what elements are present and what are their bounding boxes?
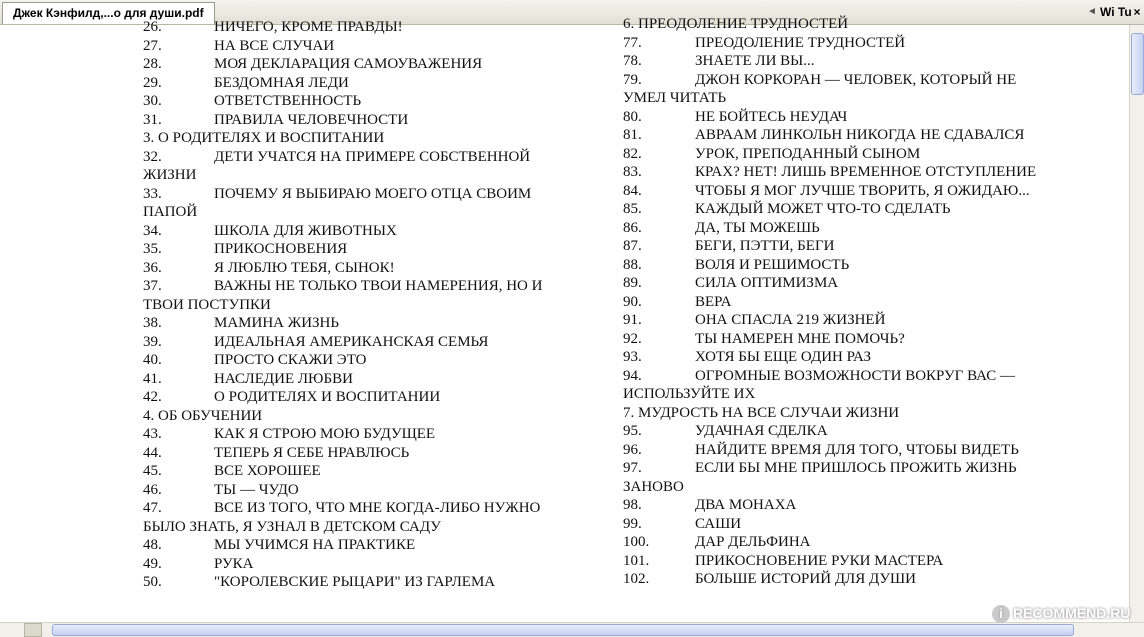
toc-entry-title: ИДЕАЛЬНАЯ АМЕРИКАНСКАЯ СЕМЬЯ [214, 333, 489, 350]
toc-entry-number: 30. [143, 93, 162, 109]
toc-entry-title: БЕГИ, ПЭТТИ, БЕГИ [695, 238, 835, 254]
toc-entry-title-continuation: ЖИЗНИ [143, 167, 197, 183]
toc-entry-number: 100. [623, 534, 650, 550]
horizontal-scroll-thumb[interactable] [52, 624, 1074, 636]
toc-entry-number: 39. [143, 333, 162, 350]
toc-entry-number: 36. [143, 259, 162, 276]
watermark [992, 600, 1130, 626]
toc-entry-number: 85. [623, 201, 642, 217]
horizontal-scroll-grip[interactable] [24, 623, 42, 637]
toc-entry-number: 45. [143, 463, 162, 479]
toc-entry-number: 44. [143, 444, 162, 461]
toc-entry-number: 40. [143, 352, 162, 368]
toc-entry-title: ОТВЕТСТВЕННОСТЬ [214, 93, 362, 109]
toc-entry-number: 81. [623, 127, 642, 143]
toc-entry-number: 84. [623, 182, 642, 199]
toc-entry-number: 49. [143, 555, 162, 572]
toc-entry-title-continuation: ТВОИ ПОСТУПКИ [143, 296, 271, 313]
toc-entry-number: 28. [143, 56, 162, 72]
toc-entry-number: 43. [143, 426, 162, 442]
toc-entry-number: 78. [623, 53, 642, 69]
toc-entry-number: 79. [623, 71, 642, 88]
toc-entry-number: 97. [623, 460, 642, 476]
toc-entry-title-continuation: БЫЛО ЗНАТЬ, Я УЗНАЛ В ДЕТСКОМ САДУ [143, 518, 441, 535]
toc-entry-title: МАМИНА ЖИЗНЬ [214, 315, 339, 331]
toc-section-title: 7. МУДРОСТЬ НА ВСЕ СЛУЧАИ ЖИЗНИ [623, 404, 900, 421]
toc-entry-number: 50. [143, 574, 162, 590]
toc-entry-title: МОЯ ДЕКЛАРАЦИЯ САМОУВАЖЕНИЯ [214, 56, 483, 72]
toc-entry-title: НИЧЕГО, КРОМЕ ПРАВДЫ! [214, 19, 403, 35]
toc-entry-title-continuation: ПАПОЙ [143, 204, 198, 220]
toc-entry-number: 33. [143, 185, 162, 202]
toc-entry-number: 82. [623, 145, 642, 162]
toc-entry-number: 37. [143, 278, 162, 294]
toc-entry-title: Я ЛЮБЛЮ ТЕБЯ, СЫНОК! [214, 259, 395, 276]
toc-entry-title: ПРАВИЛА ЧЕЛОВЕЧНОСТИ [214, 111, 409, 128]
toc-entry-title: ЗНАЕТЕ ЛИ ВЫ... [695, 53, 815, 69]
toc-entry-number: 83. [623, 164, 642, 180]
toc-entry-title: ЧТОБЫ Я МОГ ЛУЧШЕ ТВОРИТЬ, Я ОЖИДАЮ... [695, 182, 1030, 199]
toc-entry-number: 26. [143, 19, 162, 35]
toc-entry-number: 92. [623, 330, 642, 347]
watermark-text: RECOMMEND.RU [1013, 605, 1131, 621]
toc-entry-title: УРОК, ПРЕПОДАННЫЙ СЫНОМ [695, 145, 921, 162]
toc-entry-title: ВСЕ ИЗ ТОГО, ЧТО МНЕ КОГДА-ЛИБО НУЖНО [214, 500, 541, 516]
toc-entry-title: ДА, ТЫ МОЖЕШЬ [695, 219, 820, 236]
toc-entry-title: ВЕРА [695, 293, 732, 310]
toc-entry-title: ТЕПЕРЬ Я СЕБЕ НРАВЛЮСЬ [214, 444, 410, 461]
toc-entry-number: 48. [143, 537, 162, 553]
toc-entry-number: 86. [623, 219, 642, 236]
tab-overflow-area [1086, 2, 1144, 22]
toc-entry-title: БЕЗДОМНАЯ ЛЕДИ [214, 74, 349, 91]
toc-entry-title: ДАР ДЕЛЬФИНА [695, 534, 811, 550]
toc-entry-number: 41. [143, 370, 162, 387]
toc-entry-number: 47. [143, 500, 162, 516]
toc-entry-number: 91. [623, 312, 642, 328]
toc-entry-number: 98. [623, 497, 642, 513]
toc-entry-number: 87. [623, 238, 642, 254]
toc-entry-title: БОЛЬШЕ ИСТОРИЙ ДЛЯ ДУШИ [695, 571, 916, 587]
toc-entry-number: 95. [623, 423, 642, 439]
toc-entry-number: 88. [623, 256, 642, 273]
toc-entry-title: НАСЛЕДИЕ ЛЮБВИ [214, 370, 353, 387]
toc-entry-title: САШИ [695, 515, 742, 532]
toc-entry-number: 46. [143, 481, 162, 498]
toc-entry-number: 38. [143, 315, 162, 331]
toc-entry-number: 96. [623, 441, 642, 458]
toc-entry-title-continuation: ЗАНОВО [623, 478, 684, 495]
toc-entry-title: ВСЕ ХОРОШЕЕ [214, 463, 321, 479]
document-tab-title: Джек Кэнфилд,...о для души.pdf [13, 6, 204, 20]
toc-entry-title: ОНА СПАСЛА 219 ЖИЗНЕЙ [695, 312, 886, 328]
toc-entry-number: 90. [623, 293, 642, 310]
document-page [0, 16, 1130, 622]
toc-entry-title: ДЖОН КОРКОРАН — ЧЕЛОВЕК, КОТОРЫЙ НЕ [695, 71, 1017, 88]
toc-entry-number: 31. [143, 111, 162, 128]
toc-entry-title: ШКОЛА ДЛЯ ЖИВОТНЫХ [214, 222, 397, 239]
toc-entry-title: ЕСЛИ БЫ МНЕ ПРИШЛОСЬ ПРОЖИТЬ ЖИЗНЬ [695, 460, 1017, 476]
toc-entry-title-continuation: ИСПОЛЬЗУЙТЕ ИХ [623, 386, 756, 402]
close-tab-icon[interactable]: × [1133, 5, 1141, 19]
toc-entry-number: 93. [623, 349, 642, 365]
toc-entry-title: РУКА [214, 555, 254, 572]
toc-section-title: 6. ПРЕОДОЛЕНИЕ ТРУДНОСТЕЙ [623, 16, 849, 32]
next-tab-label[interactable]: Wi Tu [1100, 5, 1132, 19]
toc-entry-number: 77. [623, 34, 642, 51]
toc-entry-number: 27. [143, 37, 162, 54]
toc-entry-title: ДЕТИ УЧАТСЯ НА ПРИМЕРЕ СОБСТВЕННОЙ [214, 148, 531, 165]
toc-entry-title: МЫ УЧИМСЯ НА ПРАКТИКЕ [214, 537, 416, 553]
watermark-logo-icon: i [992, 605, 1010, 623]
tab-bar [0, 0, 1144, 25]
toc-entry-number: 42. [143, 389, 162, 405]
toc-entry-title: ПРИКОСНОВЕНИЕ РУКИ МАСТЕРА [695, 552, 944, 569]
toc-entry-number: 34. [143, 222, 162, 239]
toc-entry-title: КАК Я СТРОЮ МОЮ БУДУЩЕЕ [214, 426, 436, 442]
toc-entry-number: 89. [623, 275, 642, 291]
vertical-scroll-thumb[interactable] [1131, 33, 1144, 95]
toc-entry-title: ТЫ — ЧУДО [214, 481, 299, 498]
toc-entry-number: 94. [623, 367, 642, 384]
toc-entry-number: 102. [623, 571, 650, 587]
toc-section-title: 4. ОБ ОБУЧЕНИИ [143, 407, 263, 424]
toc-entry-number: 101. [623, 552, 650, 569]
toc-entry-title: ВАЖНЫ НЕ ТОЛЬКО ТВОИ НАМЕРЕНИЯ, НО И [214, 278, 543, 294]
toc-entry-title: "КОРОЛЕВСКИЕ РЫЦАРИ" ИЗ ГАРЛЕМА [214, 574, 496, 590]
toc-entry-title: ТЫ НАМЕРЕН МНЕ ПОМОЧЬ? [695, 330, 905, 347]
toc-entry-number: 29. [143, 74, 162, 91]
toc-entry-number: 35. [143, 241, 162, 257]
vertical-scrollbar[interactable] [1129, 25, 1144, 622]
toc-entry-title: КРАХ? НЕТ! ЛИШЬ ВРЕМЕННОЕ ОТСТУПЛЕНИЕ [695, 164, 1037, 180]
toc-entry-title: ДВА МОНАХА [695, 497, 797, 513]
toc-entry-title: НА ВСЕ СЛУЧАИ [214, 37, 335, 54]
toc-entry-title: ОГРОМНЫЕ ВОЗМОЖНОСТИ ВОКРУГ ВАС — [695, 367, 1015, 384]
toc-entry-number: 80. [623, 108, 642, 125]
toc-entry-title: НЕ БОЙТЕСЬ НЕУДАЧ [695, 108, 848, 125]
toc-entry-number: 32. [143, 148, 162, 165]
toc-entry-title: ПОЧЕМУ Я ВЫБИРАЮ МОЕГО ОТЦА СВОИМ [214, 185, 532, 202]
toc-entry-number: 99. [623, 515, 642, 532]
toc-entry-title: НАЙДИТЕ ВРЕМЯ ДЛЯ ТОГО, ЧТОБЫ ВИДЕТЬ [695, 441, 1019, 458]
toc-entry-title: СИЛА ОПТИМИЗМА [695, 275, 839, 291]
horizontal-scrollbar[interactable] [0, 622, 1144, 637]
toc-section-title: 3. О РОДИТЕЛЯХ И ВОСПИТАНИИ [143, 130, 385, 146]
toc-entry-title: ВОЛЯ И РЕШИМОСТЬ [695, 256, 850, 273]
toc-entry-title-continuation: УМЕЛ ЧИТАТЬ [623, 90, 727, 106]
document-tab[interactable] [2, 2, 215, 24]
toc-entry-title: АВРААМ ЛИНКОЛЬН НИКОГДА НЕ СДАВАЛСЯ [695, 127, 1025, 143]
toc-entry-title: ХОТЯ БЫ ЕЩЕ ОДИН РАЗ [695, 349, 872, 365]
toc-entry-title: О РОДИТЕЛЯХ И ВОСПИТАНИИ [214, 389, 441, 405]
toc-entry-title: ПРОСТО СКАЖИ ЭТО [214, 352, 367, 368]
scroll-tabs-left-icon[interactable]: ◄ [1087, 6, 1097, 17]
toc-entry-title: УДАЧНАЯ СДЕЛКА [695, 423, 828, 439]
toc-entry-title: ПРЕОДОЛЕНИЕ ТРУДНОСТЕЙ [695, 34, 906, 51]
toc-entry-title: ПРИКОСНОВЕНИЯ [214, 241, 348, 257]
toc-entry-title: КАЖДЫЙ МОЖЕТ ЧТО-ТО СДЕЛАТЬ [695, 201, 951, 217]
